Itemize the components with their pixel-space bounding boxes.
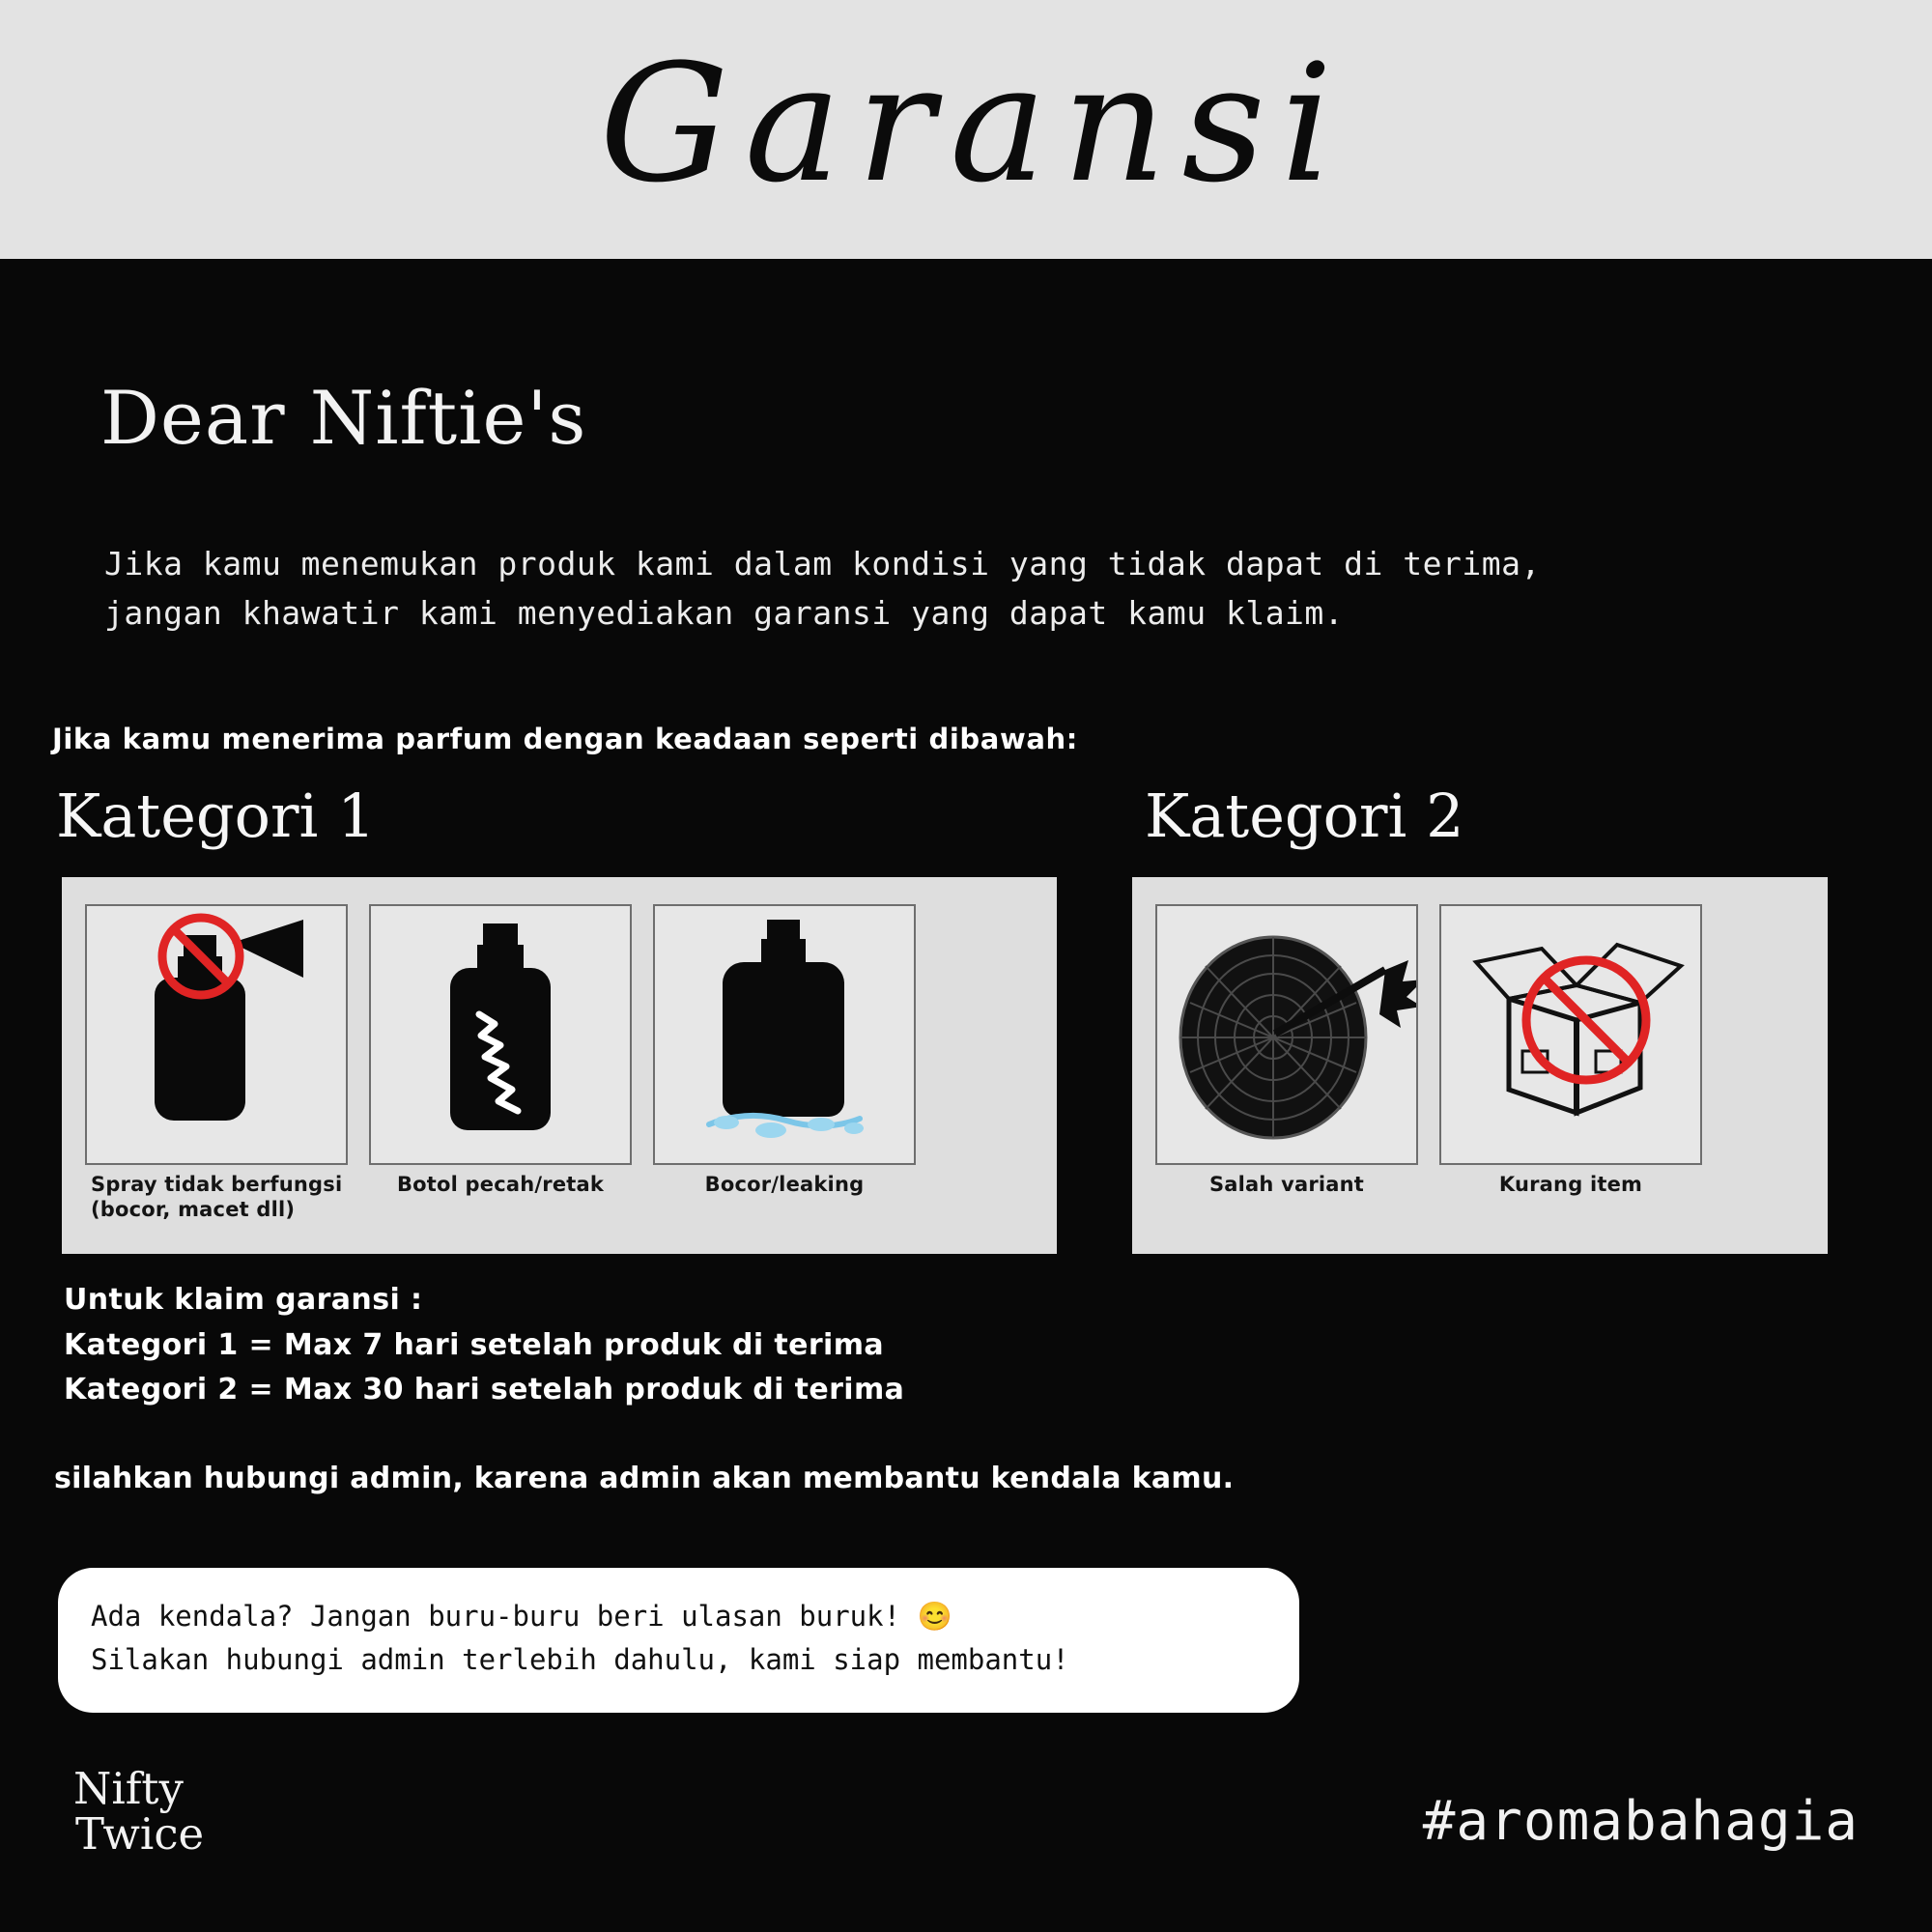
category-1-panel	[62, 877, 1057, 1254]
category-1-item-1	[85, 904, 348, 1222]
category-1-item-1-caption	[85, 1173, 348, 1222]
category-2-title: Kategori 2	[1145, 781, 1464, 851]
caption-line-1: Spray tidak berfungsi	[91, 1173, 343, 1196]
category-2-item-2	[1439, 904, 1702, 1198]
bubble-line-2: Silakan hubungi admin terlebih dahulu, kami siap membantu!	[91, 1642, 1069, 1676]
bubble-line-1: Ada kendala? Jangan buru-buru beri ulasan buruk! 😊	[91, 1600, 952, 1633]
header-banner	[0, 0, 1932, 259]
category-2-panel	[1132, 877, 1828, 1254]
review-notice-bubble	[58, 1568, 1299, 1713]
brand-line-2: Twice	[75, 1808, 205, 1861]
page-title: Garansi	[599, 29, 1349, 218]
conditions-subheading: Jika kamu menerima parfum dengan keadaan seperti dibawah:	[52, 723, 1078, 755]
contact-note: silahkan hubungi admin, karena admin akan membantu kendala kamu.	[54, 1462, 1235, 1495]
empty-box-icon	[1439, 904, 1702, 1165]
category-1-title: Kategori 1	[56, 781, 376, 851]
intro-line-1: Jika kamu menemukan produk kami dalam kondisi yang tidak dapat di terima,	[104, 545, 1541, 582]
caption-line-1: Salah variant	[1208, 1173, 1365, 1196]
claim-line-3: Kategori 2 = Max 30 hari setelah produk di terima	[64, 1373, 905, 1406]
main-content	[0, 259, 1932, 1932]
category-1-item-2-caption	[369, 1173, 632, 1198]
intro-line-2: jangan khawatir kami menyediakan garansi yang dapat kamu klaim.	[104, 594, 1345, 633]
claim-line-1: Untuk klaim garansi :	[64, 1283, 423, 1317]
dartboard-arrow-icon	[1155, 904, 1418, 1165]
intro-paragraph	[104, 539, 1766, 638]
claim-rules	[64, 1278, 904, 1413]
caption-line-2: (bocor, macet dll)	[91, 1197, 296, 1221]
category-2-item-1-caption	[1155, 1173, 1418, 1198]
caption-line-1: Kurang item	[1498, 1173, 1643, 1196]
leaking-bottle-icon	[653, 904, 916, 1165]
hashtag: #aromabahagia	[1422, 1790, 1859, 1853]
spray-not-working-icon	[85, 904, 348, 1165]
brand-logo	[73, 1763, 205, 1861]
cracked-bottle-icon	[369, 904, 632, 1165]
category-2-item-2-caption	[1439, 1173, 1702, 1198]
brand-line-1: Nifty	[73, 1763, 184, 1814]
category-1-item-3	[653, 904, 916, 1198]
category-1-item-3-caption	[653, 1173, 916, 1198]
caption-line-1: Bocor/leaking	[704, 1173, 865, 1196]
dear-heading	[100, 375, 586, 461]
dear-heading-text: Dear Niftie's	[100, 375, 587, 461]
category-1-item-2	[369, 904, 632, 1198]
caption-line-1: Botol pecah/retak	[396, 1173, 605, 1196]
claim-line-2: Kategori 1 = Max 7 hari setelah produk di terima	[64, 1327, 885, 1362]
category-2-item-1	[1155, 904, 1418, 1198]
